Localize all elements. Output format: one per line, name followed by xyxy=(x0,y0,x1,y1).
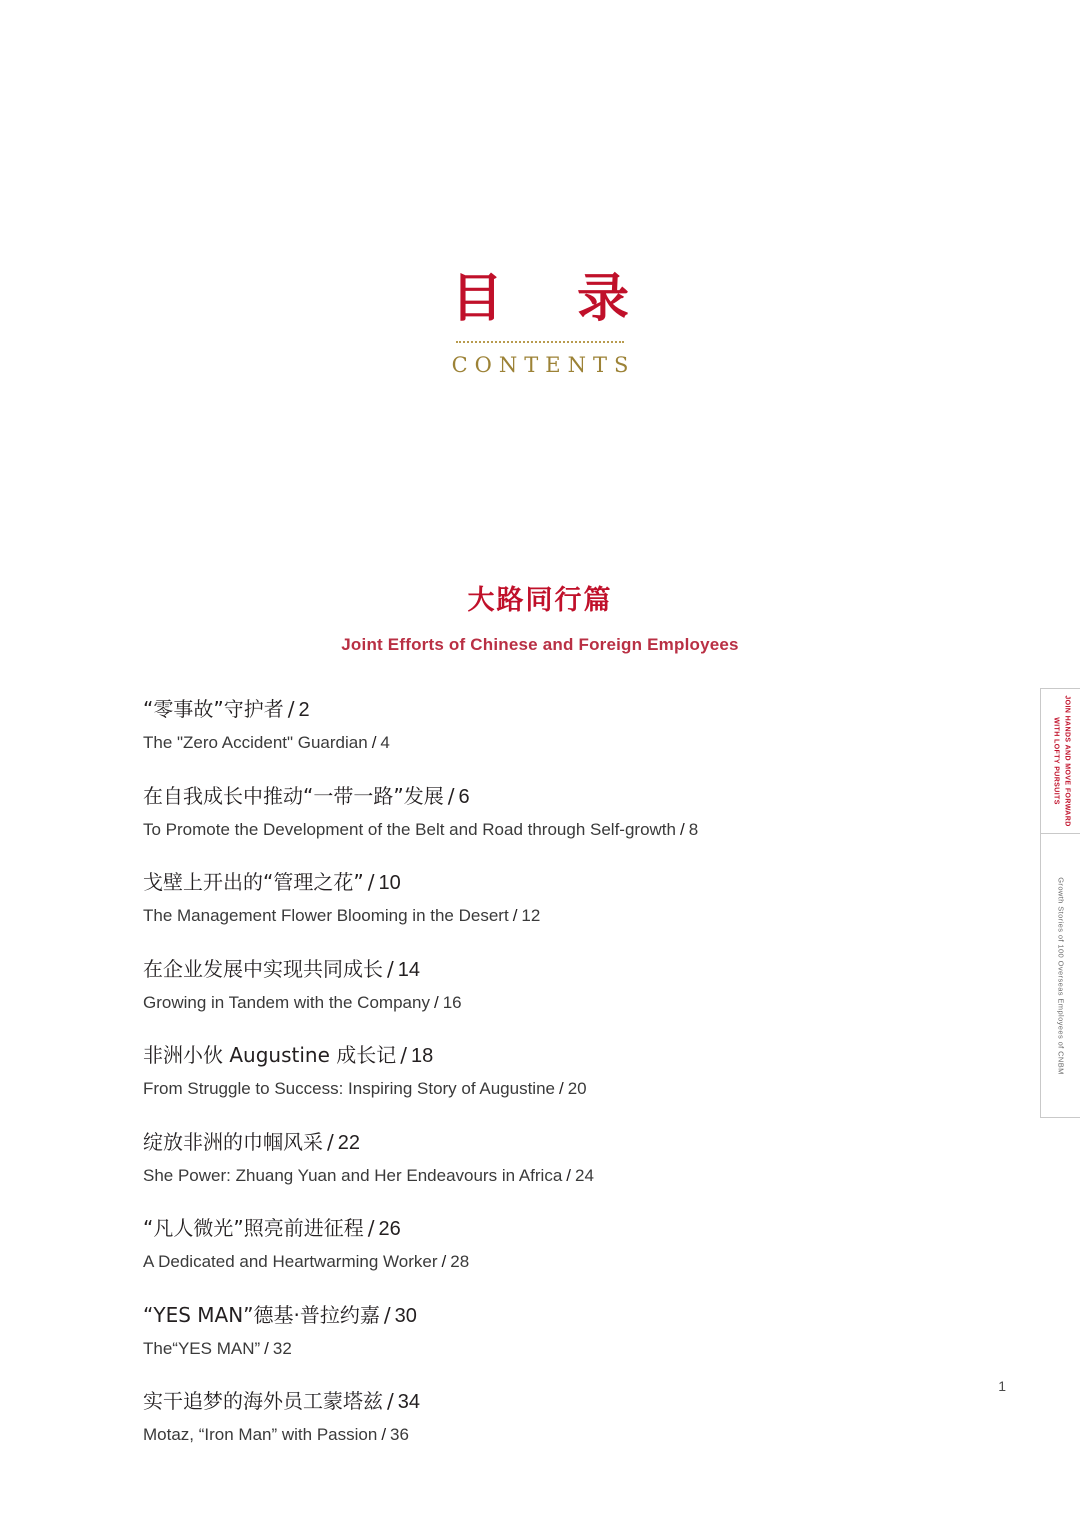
toc-entry[interactable] xyxy=(143,1041,923,1102)
side-tab-title xyxy=(1050,695,1071,826)
toc-entry-en-title: From Struggle to Success: Inspiring Story of Augustine xyxy=(143,1079,555,1098)
side-tab-title-block xyxy=(1041,689,1080,834)
side-tab xyxy=(1040,688,1080,1118)
toc-separator: / xyxy=(367,1216,375,1240)
toc-entry-en-title: The "Zero Accident" Guardian xyxy=(143,733,368,752)
toc-separator: / xyxy=(400,1043,407,1067)
toc-entry-en[interactable] xyxy=(143,903,923,929)
side-tab-title-line2: WITH LOFTY PURSUITS xyxy=(1052,717,1060,805)
toc-header xyxy=(0,270,1080,377)
toc-entry-cn-page: 14 xyxy=(397,958,420,981)
toc-entry-en-page: 20 xyxy=(567,1079,587,1098)
toc-entry[interactable] xyxy=(143,695,923,756)
side-tab-title-line1: JOIN HANDS AND MOVE FORWARD xyxy=(1063,695,1070,827)
toc-separator: / xyxy=(287,697,295,721)
toc-entry-en[interactable] xyxy=(143,1076,923,1102)
toc-entry-cn-title: 绽放非洲的巾帼风采 xyxy=(143,1129,323,1154)
toc-separator: / xyxy=(381,1425,387,1444)
toc-separator: / xyxy=(433,992,439,1012)
toc-separator: / xyxy=(512,906,518,925)
toc-entry-en-page: 4 xyxy=(380,733,390,752)
section-title-cn: 大路同行篇 xyxy=(467,585,613,616)
section-title-en: Joint Efforts of Chinese and Foreign Employees xyxy=(341,635,739,654)
toc-entry-cn[interactable] xyxy=(143,1041,923,1071)
toc-entry-en-title: The“YES MAN” xyxy=(143,1338,261,1358)
toc-entry-cn-title: “YES MAN”德基·普拉约嘉 xyxy=(143,1302,380,1327)
toc-entry-en-title: A Dedicated and Heartwarming Worker xyxy=(143,1252,438,1271)
toc-entry-cn[interactable] xyxy=(143,868,923,898)
toc-entry[interactable] xyxy=(143,1301,923,1362)
toc-entry-cn[interactable] xyxy=(143,1301,923,1331)
toc-entry[interactable] xyxy=(143,1128,923,1189)
toc-entry-cn-title: 在企业发展中实现共同成长 xyxy=(143,956,383,981)
toc-entry-cn[interactable] xyxy=(143,1387,923,1417)
toc-entry-en-title: The Management Flower Blooming in the Desert xyxy=(143,906,509,925)
page-title-cn: 目 录 xyxy=(450,268,658,329)
page-title-en: CONTENTS xyxy=(451,353,636,378)
toc-entry-en[interactable] xyxy=(143,1163,923,1189)
toc-entry-en-title: Growing in Tandem with the Company xyxy=(143,992,430,1012)
toc-entry-cn[interactable] xyxy=(143,955,923,985)
toc-entry-en[interactable] xyxy=(143,1249,923,1275)
toc-separator: / xyxy=(679,819,685,839)
toc-separator: / xyxy=(387,1389,394,1413)
toc-entry-en-page: 36 xyxy=(390,1425,409,1444)
toc-separator: / xyxy=(327,1129,334,1154)
toc-entry-cn-page: 22 xyxy=(337,1131,360,1154)
toc-separator: / xyxy=(371,733,377,752)
toc-entry-cn-page: 2 xyxy=(298,699,310,721)
toc-entry[interactable] xyxy=(143,782,923,843)
toc-entry-en-title: Motaz, “Iron Man” with Passion xyxy=(143,1425,378,1444)
toc-entry-cn-page: 10 xyxy=(378,872,401,894)
toc-entry-en-page: 28 xyxy=(450,1252,470,1271)
toc-entry-cn-page: 30 xyxy=(394,1304,417,1327)
side-tab-subtitle-block xyxy=(1041,834,1080,1117)
toc-entry-cn[interactable] xyxy=(143,1214,923,1244)
toc-entry[interactable] xyxy=(143,868,923,929)
toc-entry-en-page: 8 xyxy=(688,819,699,839)
toc-separator: / xyxy=(447,783,455,808)
toc-entry-en[interactable] xyxy=(143,817,923,843)
toc-entry-cn-page: 34 xyxy=(397,1391,420,1413)
toc-entry-cn[interactable] xyxy=(143,695,923,725)
toc-entry-cn[interactable] xyxy=(143,782,923,812)
toc-separator: / xyxy=(566,1165,572,1185)
toc-entry-cn-page: 6 xyxy=(458,785,470,808)
toc-entry-cn-title: 在自我成长中推动“一带一路”发展 xyxy=(143,783,444,808)
page-number: 1 xyxy=(998,1378,1006,1394)
toc-entry-cn[interactable] xyxy=(143,1128,923,1158)
toc-separator: / xyxy=(387,956,394,981)
side-tab-subtitle: Growth Stories of 100 Overseas Employees of CNBM xyxy=(1056,876,1065,1075)
toc-entry-en[interactable] xyxy=(143,1336,923,1362)
toc-entry-en-page: 32 xyxy=(272,1338,292,1358)
toc-entry-cn-page: 26 xyxy=(378,1218,401,1240)
toc-entry-en-page: 24 xyxy=(575,1165,594,1185)
toc-separator: / xyxy=(367,870,375,894)
toc-entry-en[interactable] xyxy=(143,730,923,756)
toc-entry-en[interactable] xyxy=(143,990,923,1016)
toc-entry-cn-title: “凡人微光”照亮前进征程 xyxy=(143,1216,364,1240)
toc-entry-en-page: 16 xyxy=(442,992,462,1012)
toc-entry[interactable] xyxy=(143,955,923,1016)
toc-separator: / xyxy=(264,1338,269,1358)
toc-separator: / xyxy=(441,1252,447,1271)
toc-separator: / xyxy=(383,1302,391,1327)
toc-entry-cn-title: 非洲小伙 Augustine 成长记 xyxy=(143,1043,397,1067)
toc-separator: / xyxy=(558,1079,564,1098)
toc-entry-cn-title: 实干追梦的海外员工蒙塔兹 xyxy=(143,1389,383,1413)
toc-entry[interactable] xyxy=(143,1214,923,1275)
toc-entry-cn-title: “零事故”守护者 xyxy=(143,697,284,721)
section-heading xyxy=(0,578,1080,655)
toc-entry-cn-page: 18 xyxy=(411,1045,434,1067)
toc-entry-cn-title: 戈壁上开出的“管理之花” xyxy=(143,870,364,894)
toc-entry-en[interactable] xyxy=(143,1422,923,1448)
toc-entry[interactable] xyxy=(143,1387,923,1448)
title-divider xyxy=(456,341,624,343)
toc-entry-en-title: She Power: Zhuang Yuan and Her Endeavours in Africa xyxy=(143,1165,563,1185)
toc-entry-list xyxy=(143,695,923,1474)
toc-entry-en-page: 12 xyxy=(521,906,541,925)
toc-entry-en-title: To Promote the Development of the Belt and Road through Self-growth xyxy=(143,819,676,839)
